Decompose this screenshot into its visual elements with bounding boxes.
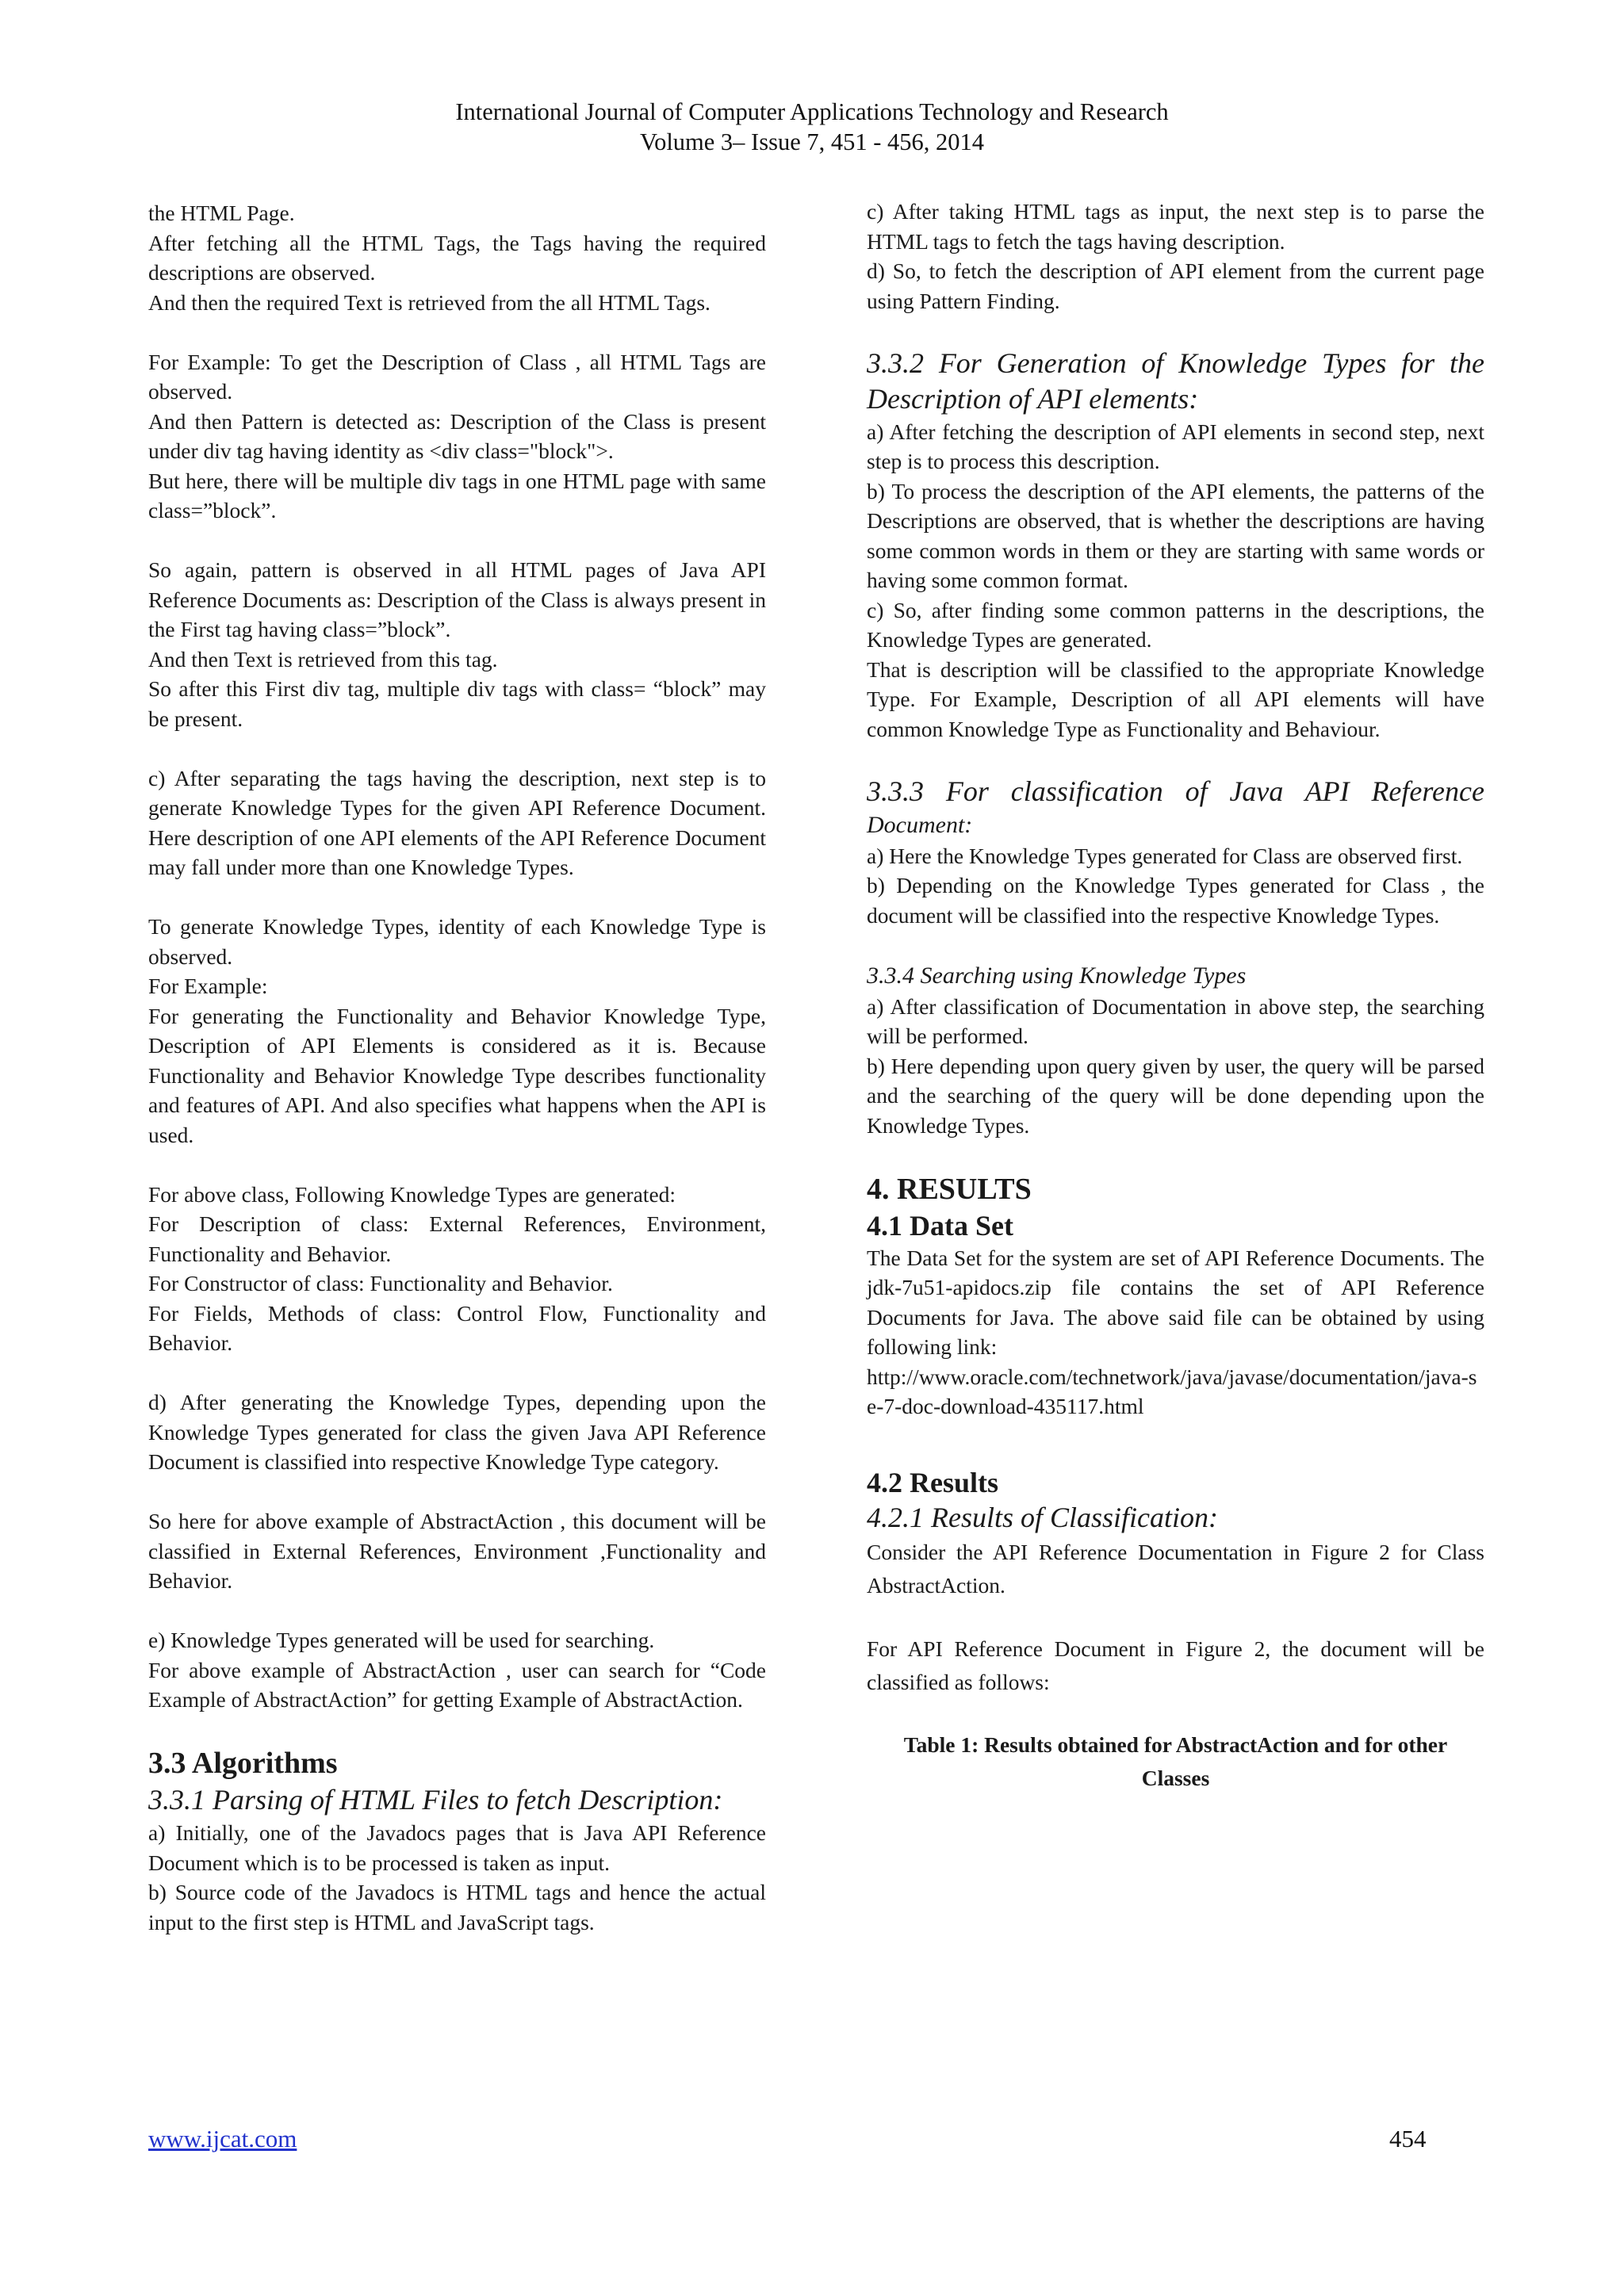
paragraph: c) So, after finding some common patterns in the descriptions, the Knowledge Types are generated. — [867, 597, 1484, 652]
paragraph: e) Knowledge Types generated will be used for searching. — [148, 1628, 655, 1652]
paragraph: For Fields, Methods of class: Control Flow, Functionality and Behavior. — [148, 1300, 766, 1355]
paragraph: And then Pattern is detected as: Description of the Class is present under div tag having identity as <div class="block">. — [148, 408, 766, 463]
section-heading-algorithms: 3.3 Algorithms — [148, 1747, 338, 1780]
paragraph: After fetching all the HTML Tags, the Tags having the required descriptions are observed. — [148, 230, 766, 285]
paragraph: And then the required Text is retrieved from the all HTML Tags. — [148, 289, 710, 315]
right-column — [867, 197, 1484, 1795]
journal-volume: Volume 3– Issue 7, 451 - 456, 2014 — [639, 128, 985, 155]
paragraph: The Data Set for the system are set of API Reference Documents. The jdk-7u51-apidocs.zip file contains the set of API Reference Documents for Java. The above said file can be obtained by using following link: — [867, 1245, 1484, 1359]
footer-website-link[interactable]: www.ijcat.com — [148, 2125, 297, 2152]
dataset-link-text: http://www.oracle.com/technetwork/java/javase/documentation/java-se-7-doc-download-435117.html — [867, 1364, 1477, 1418]
page-number: 454 — [1389, 2125, 1427, 2152]
paragraph: So again, pattern is observed in all HTML pages of Java API Reference Documents as: Description of the Class is always present in the First tag having class=”block”. — [148, 557, 766, 641]
paragraph: To generate Knowledge Types, identity of each Knowledge Type is observed. — [148, 914, 766, 969]
subsection-heading-results: 4.2 Results — [867, 1467, 999, 1498]
section-heading-results: 4. RESULTS — [867, 1172, 1032, 1206]
paragraph: a) Here the Knowledge Types generated for Class are observed first. — [867, 843, 1463, 868]
paragraph: d) So, to fetch the description of API element from the current page using Pattern Finding. — [867, 258, 1484, 313]
paragraph: For Description of class: External References, Environment, Functionality and Behavior. — [148, 1211, 766, 1266]
paragraph: b) To process the description of the API elements, the patterns of the Descriptions are observed, that is whether the descriptions are having some common words in them or they are starting with same words or having some common format. — [867, 478, 1484, 592]
journal-header — [0, 97, 1624, 157]
paragraph: For Example: To get the Description of Class , all HTML Tags are observed. — [148, 349, 766, 404]
paragraph: And then Text is retrieved from this tag. — [148, 646, 498, 672]
paragraph: For above class, Following Knowledge Types are generated: — [148, 1181, 676, 1207]
paragraph: a) After classification of Documentation in above step, the searching will be performed. — [867, 993, 1484, 1048]
paragraph: Consider the API Reference Documentation in Figure 2 for Class AbstractAction. — [867, 1540, 1484, 1598]
subsection-heading-3-3-4: 3.3.4 Searching using Knowledge Types — [867, 962, 1247, 989]
table-caption: Table 1: Results obtained for AbstractAction and for other Classes — [903, 1732, 1448, 1790]
paragraph: For API Reference Document in Figure 2, the document will be classified as follows: — [867, 1636, 1484, 1694]
paragraph: d) After generating the Knowledge Types, depending upon the Knowledge Types generated for class the given Java API Reference Document is classified into respective Knowledge Type category. — [148, 1390, 766, 1474]
paragraph: So after this First div tag, multiple div tags with class= “block” may be present. — [148, 676, 766, 731]
paragraph: b) Source code of the Javadocs is HTML tags and hence the actual input to the first step is HTML and JavaScript tags. — [148, 1880, 766, 1934]
paragraph: b) Here depending upon query given by user, the query will be parsed and the searching of the query will be done depending upon the Knowledge Types. — [867, 1053, 1484, 1138]
subsection-heading-3-3-3-cont: Document: — [867, 811, 973, 838]
subsection-heading-data-set: 4.1 Data Set — [867, 1209, 1013, 1242]
subsection-heading-3-3-2: 3.3.2 For Generation of Knowledge Types for the Description of API elements: — [867, 346, 1484, 415]
paragraph: c) After separating the tags having the description, next step is to generate Knowledge Types for the given API Reference Document. Here description of one API elements of the API Reference Document may fall under more than one Knowledge Types. — [148, 765, 766, 879]
subsection-heading-4-2-1: 4.2.1 Results of Classification: — [867, 1502, 1219, 1533]
paragraph: For generating the Functionality and Behavior Knowledge Type, Description of API Elements is considered as it is. Because Functionality and Behavior Knowledge Type describes functionality and features of API. And also specifies what happens when the API is used. — [148, 1003, 766, 1147]
left-column — [148, 198, 766, 1937]
paragraph: For Constructor of class: Functionality and Behavior. — [148, 1271, 613, 1295]
paragraph: c) After taking HTML tags as input, the next step is to parse the HTML tags to fetch the tags having description. — [867, 199, 1484, 254]
subsection-heading-3-3-3: 3.3.3 For classification of Java API Reference — [867, 775, 1484, 807]
paragraph: For above example of AbstractAction , user can search for “Code Example of AbstractAction” for getting Example of AbstractAction. — [148, 1657, 766, 1712]
paragraph: a) Initially, one of the Javadocs pages that is Java API Reference Document which is to be processed is taken as input. — [148, 1820, 766, 1875]
paragraph: the HTML Page. — [148, 201, 295, 225]
paragraph: But here, there will be multiple div tags in one HTML page with same class=”block”. — [148, 468, 766, 522]
paragraph: So here for above example of AbstractAction , this document will be classified in External References, Environment ,Functionality and Behavior. — [148, 1509, 766, 1593]
paragraph: That is description will be classified to the appropriate Knowledge Type. For Example, Description of all API elements will have common Knowledge Type as Functionality and Behaviour. — [867, 656, 1484, 741]
paragraph: For Example: — [148, 974, 268, 998]
paragraph: a) After fetching the description of API elements in second step, next step is to process this description. — [867, 419, 1484, 473]
paragraph: b) Depending on the Knowledge Types generated for Class , the document will be classified into the respective Knowledge Types. — [867, 873, 1484, 928]
journal-title: International Journal of Computer Applications Technology and Research — [455, 98, 1169, 125]
subsection-heading-3-3-1: 3.3.1 Parsing of HTML Files to fetch Description: — [148, 1784, 723, 1816]
